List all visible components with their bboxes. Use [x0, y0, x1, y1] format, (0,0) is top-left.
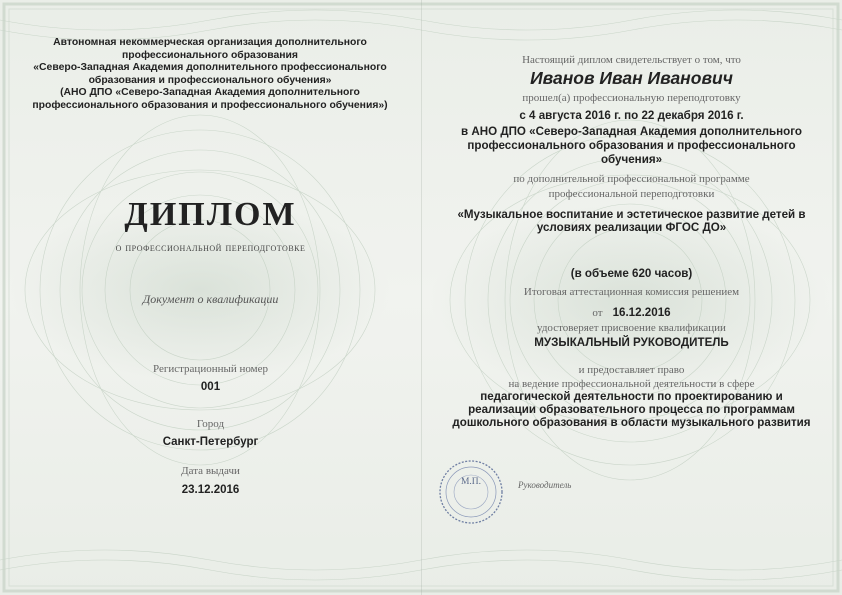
- institution-line: обучения»: [600, 153, 663, 166]
- stamp-label: М.П.: [460, 477, 482, 487]
- certificate-intro: Настоящий диплом свидетельствует о том, что: [522, 54, 741, 66]
- organization-line: Автономная некоммерческая организация дополнительного: [53, 37, 367, 48]
- program-name-line: условиях реализации ФГОС ДО»: [536, 221, 727, 234]
- city-value: Санкт-Петербург: [162, 436, 259, 448]
- activity-line: педагогической деятельности по проектированию и: [480, 390, 783, 403]
- organization-line: «Северо-Западная Академия дополнительного профессионального: [33, 62, 387, 74]
- commission-text: Итоговая аттестационная комиссия решением: [523, 286, 740, 298]
- issue-date-value: 23.12.2016: [181, 484, 240, 496]
- organization-line: (АНО ДПО «Северо-Западная Академия дополнительного: [60, 87, 360, 99]
- city-label: Город: [196, 418, 225, 430]
- organization-name: [20, 37, 400, 113]
- registration-number: 001: [200, 381, 221, 393]
- institution-line: профессионального образования и профессионального: [467, 139, 796, 152]
- organization-line: образования и профессионального обучения»: [88, 74, 332, 86]
- stamp-seal: [438, 459, 504, 525]
- program-name-line: «Музыкальное воспитание и эстетическое развитие детей в: [457, 208, 806, 221]
- training-period: с 4 августа 2016 г. по 22 декабря 2016 г.: [519, 109, 744, 122]
- signature-label: Руководитель: [518, 480, 572, 490]
- registration-label: Регистрационный номер: [152, 363, 269, 375]
- decision-from-label: от: [592, 307, 603, 319]
- institution-line: в АНО ДПО «Северо-Западная Академия дополнительного: [461, 125, 802, 138]
- program-intro: по дополнительной профессиональной программе: [513, 173, 750, 185]
- certifies-text: удостоверяет присвоение квалификации: [537, 322, 726, 334]
- activity-line: дошкольного образования в области музыкального развития: [452, 416, 811, 429]
- issue-date-label: Дата выдачи: [181, 465, 240, 477]
- organization-line: профессионального образования: [122, 49, 298, 61]
- activity-line: реализации образовательного процесса по программам: [468, 403, 795, 416]
- program-intro: профессиональной переподготовки: [548, 188, 715, 200]
- diploma-subtitle: о профессиональной переподготовке: [115, 240, 306, 254]
- decision-date: 16.12.2016: [612, 306, 671, 319]
- document-type: Документ о квалификации: [142, 292, 279, 306]
- organization-line: профессионального образования и профессионального обучения»): [32, 99, 388, 111]
- activity-intro: на ведение профессиональной деятельности в сфере: [508, 378, 755, 390]
- program-hours: (в объеме 620 часов): [570, 267, 693, 280]
- holder-name: Иванов Иван Иванович: [530, 68, 733, 88]
- decision-date-row: [421, 303, 842, 321]
- passed-training: прошел(а) профессиональную переподготовку: [522, 92, 741, 104]
- qualification: МУЗЫКАЛЬНЫЙ РУКОВОДИТЕЛЬ: [534, 336, 729, 349]
- grants-text: и предоставляет право: [578, 364, 685, 376]
- diploma-title: ДИПЛОМ: [124, 196, 297, 233]
